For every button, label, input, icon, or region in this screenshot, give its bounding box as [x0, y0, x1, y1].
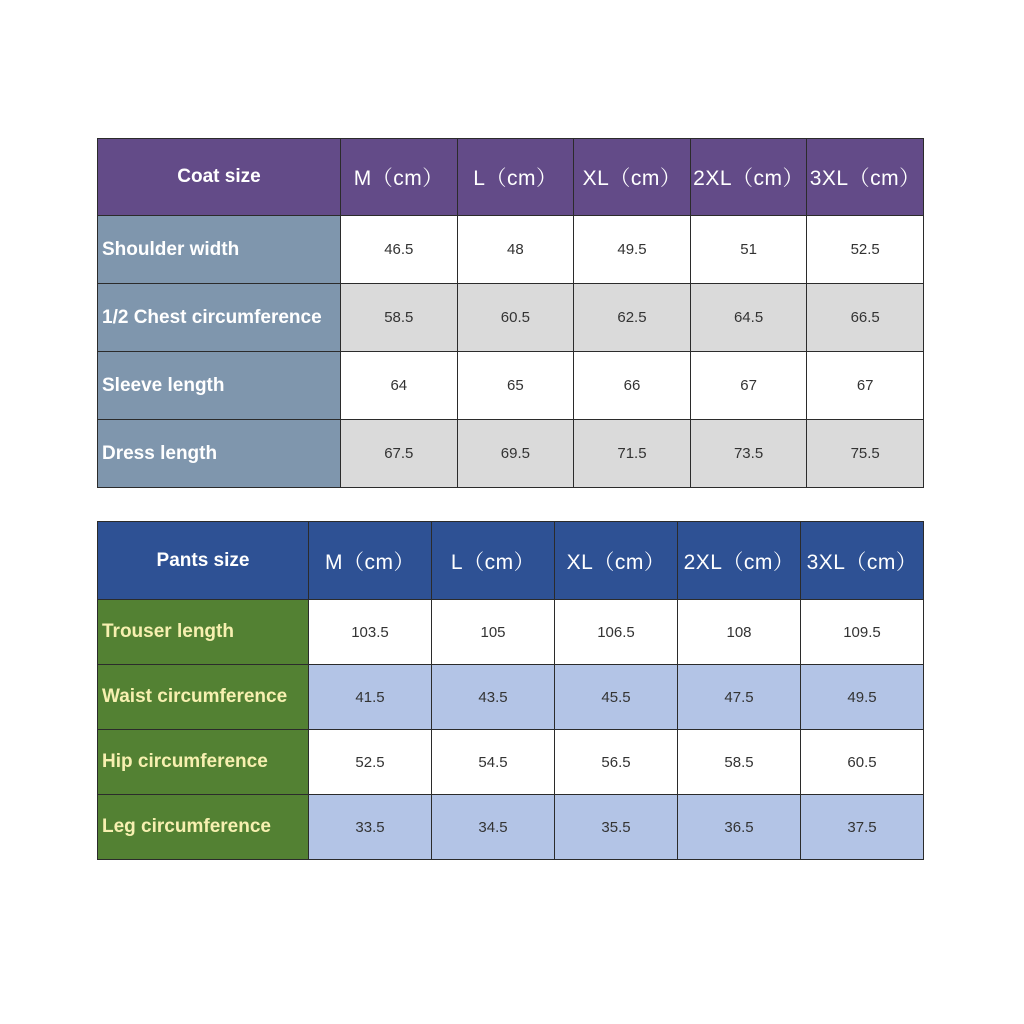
table-cell: 49.5 — [574, 216, 691, 284]
coat-size-column-header: 2XL（cm） — [690, 139, 807, 216]
table-row — [98, 420, 924, 488]
table-cell: 67.5 — [341, 420, 458, 488]
table-cell: 64 — [341, 352, 458, 420]
table-cell: 64.5 — [690, 284, 807, 352]
table-cell: 60.5 — [457, 284, 574, 352]
table-cell: 71.5 — [574, 420, 691, 488]
row-label: Trouser length — [98, 600, 309, 665]
coat-size-column-header: XL（cm） — [574, 139, 691, 216]
table-cell: 49.5 — [801, 665, 924, 730]
table-row — [98, 216, 924, 284]
table-row — [98, 352, 924, 420]
table-cell: 46.5 — [341, 216, 458, 284]
row-label: 1/2 Chest circumference — [98, 284, 341, 352]
row-label: Waist circumference — [98, 665, 309, 730]
table-cell: 103.5 — [309, 600, 432, 665]
coat-size-table — [97, 138, 924, 488]
row-label: Dress length — [98, 420, 341, 488]
table-cell: 66 — [574, 352, 691, 420]
coat-size-column-header: 3XL（cm） — [807, 139, 924, 216]
row-label: Shoulder width — [98, 216, 341, 284]
table-row — [98, 795, 924, 860]
table-cell: 65 — [457, 352, 574, 420]
table-cell: 45.5 — [555, 665, 678, 730]
table-cell: 35.5 — [555, 795, 678, 860]
table-row — [98, 600, 924, 665]
pants-size-column-header: XL（cm） — [555, 522, 678, 600]
coat-header-row — [98, 139, 924, 216]
table-cell: 60.5 — [801, 730, 924, 795]
pants-size-column-header: 2XL（cm） — [678, 522, 801, 600]
table-cell: 41.5 — [309, 665, 432, 730]
pants-size-table — [97, 521, 924, 860]
table-cell: 108 — [678, 600, 801, 665]
table-cell: 52.5 — [807, 216, 924, 284]
table-cell: 51 — [690, 216, 807, 284]
table-row — [98, 730, 924, 795]
pants-size-header: Pants size — [98, 522, 309, 600]
pants-size-column-header: M（cm） — [309, 522, 432, 600]
table-cell: 33.5 — [309, 795, 432, 860]
table-cell: 48 — [457, 216, 574, 284]
table-cell: 69.5 — [457, 420, 574, 488]
table-cell: 54.5 — [432, 730, 555, 795]
table-cell: 62.5 — [574, 284, 691, 352]
row-label: Leg circumference — [98, 795, 309, 860]
table-cell: 56.5 — [555, 730, 678, 795]
table-cell: 106.5 — [555, 600, 678, 665]
pants-size-column-header: 3XL（cm） — [801, 522, 924, 600]
table-cell: 52.5 — [309, 730, 432, 795]
table-cell: 67 — [807, 352, 924, 420]
table-cell: 67 — [690, 352, 807, 420]
table-cell: 109.5 — [801, 600, 924, 665]
table-cell: 58.5 — [678, 730, 801, 795]
table-cell: 47.5 — [678, 665, 801, 730]
coat-size-column-header: M（cm） — [341, 139, 458, 216]
table-row — [98, 665, 924, 730]
table-row — [98, 284, 924, 352]
coat-size-header: Coat size — [98, 139, 341, 216]
table-cell: 43.5 — [432, 665, 555, 730]
table-cell: 105 — [432, 600, 555, 665]
row-label: Sleeve length — [98, 352, 341, 420]
table-cell: 37.5 — [801, 795, 924, 860]
row-label: Hip circumference — [98, 730, 309, 795]
table-cell: 75.5 — [807, 420, 924, 488]
table-cell: 66.5 — [807, 284, 924, 352]
table-cell: 36.5 — [678, 795, 801, 860]
table-cell: 73.5 — [690, 420, 807, 488]
pants-size-column-header: L（cm） — [432, 522, 555, 600]
table-cell: 34.5 — [432, 795, 555, 860]
pants-header-row — [98, 522, 924, 600]
coat-size-column-header: L（cm） — [457, 139, 574, 216]
table-cell: 58.5 — [341, 284, 458, 352]
